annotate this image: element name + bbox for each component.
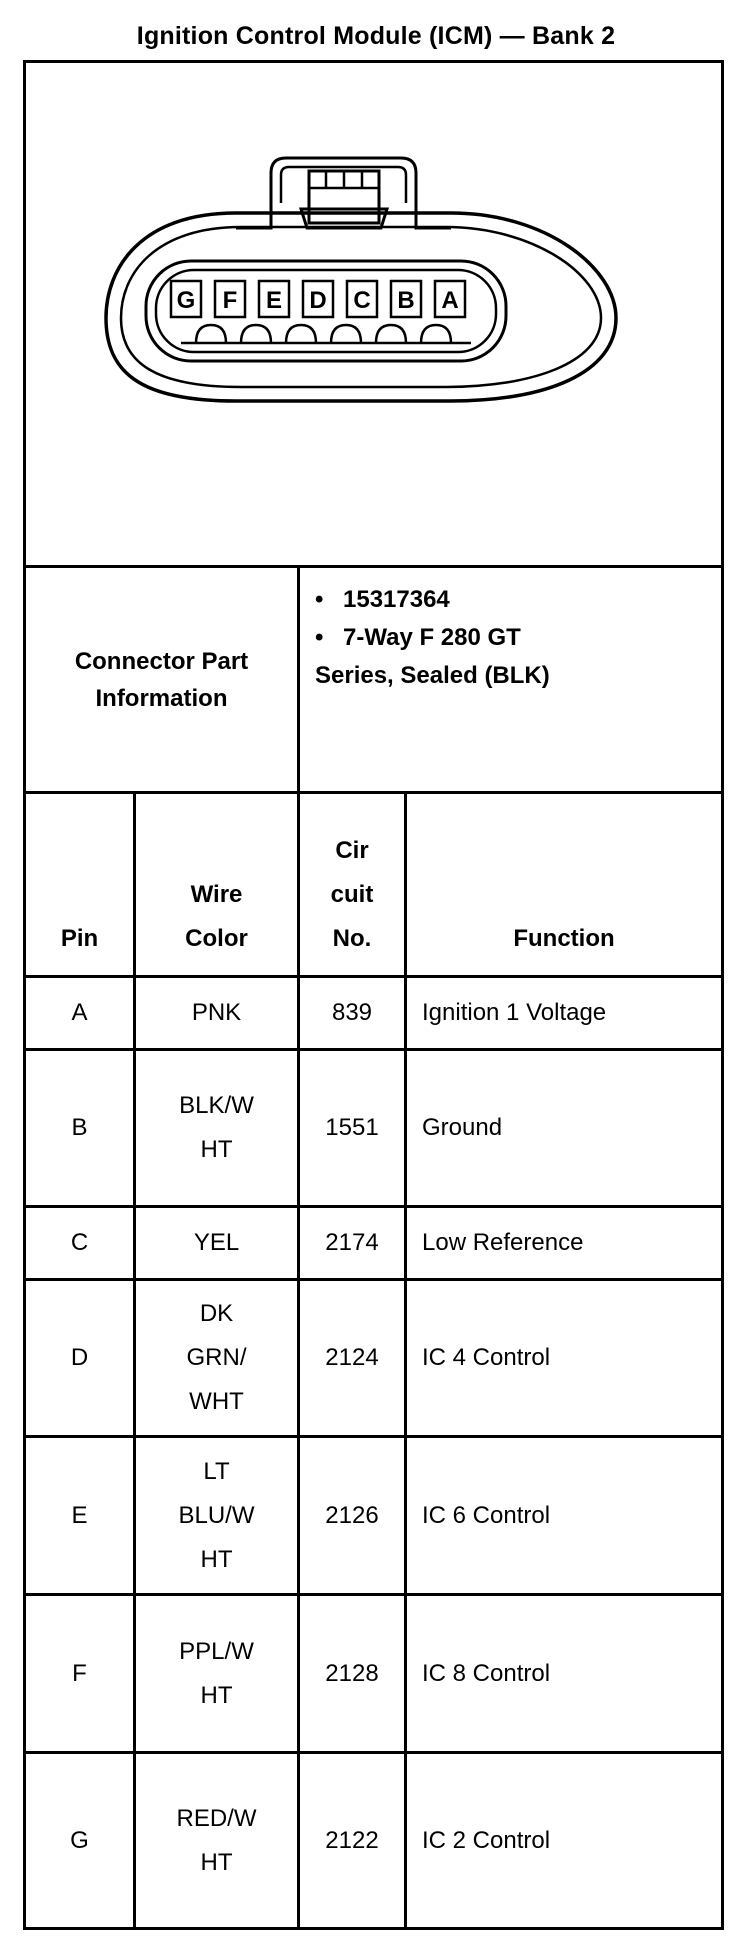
header-circuit-line1: Cir	[335, 837, 369, 864]
table-row-g-pin: G	[70, 1826, 89, 1854]
wire-color-text: HT	[200, 1681, 233, 1709]
connector-table	[23, 60, 724, 1930]
header-circuit-line2: cuit	[330, 881, 374, 908]
header-pin-text: Pin	[60, 925, 99, 952]
wire-color-text: LT	[203, 1457, 230, 1485]
part-info-label-line2: Information	[95, 684, 228, 712]
page-title: Ignition Control Module (ICM) — Bank 2	[136, 22, 616, 50]
table-row-d-function: IC 4 Control	[422, 1344, 551, 1371]
wire-color-text: RED/W	[176, 1804, 257, 1832]
table-row-c-circuit: 2174	[325, 1229, 379, 1256]
pin-label-f: F	[222, 287, 238, 314]
pin-label-g: G	[176, 287, 196, 314]
connector-type: 7-Way F 280 GT	[343, 624, 521, 651]
part-number: 15317364	[343, 586, 450, 613]
table-row-e-circuit: 2126	[325, 1501, 379, 1529]
table-row-a-function: Ignition 1 Voltage	[422, 999, 607, 1026]
header-circuit-line3: No.	[332, 925, 372, 952]
pin-label-b: B	[397, 287, 415, 314]
table-row-c-color	[136, 1208, 297, 1278]
connector-face-drawing	[26, 63, 721, 565]
header-function-text: Function	[513, 925, 615, 952]
table-row-b-color	[136, 1051, 297, 1205]
wire-color-text: HT	[200, 1136, 233, 1163]
table-row-b-function: Ground	[422, 1114, 503, 1141]
wire-color-text: BLU/W	[178, 1501, 255, 1529]
wire-color-text: GRN/	[186, 1344, 247, 1371]
table-row-b-pin: B	[71, 1114, 88, 1141]
wire-color-text: PPL/W	[179, 1637, 254, 1665]
table-row-c-function: Low Reference	[422, 1229, 584, 1256]
table-row-e-color	[136, 1438, 297, 1593]
table-row-f-color	[136, 1596, 297, 1751]
connector-part-info-label	[26, 568, 297, 791]
table-row-a-circuit: 839	[331, 999, 373, 1026]
table-row-g-color	[136, 1754, 297, 1927]
table-row-e-function: IC 6 Control	[422, 1501, 551, 1529]
table-row-a-pin: A	[71, 999, 88, 1026]
header-wire-color-line1: Wire	[190, 881, 243, 908]
pin-label-c: C	[353, 287, 371, 314]
pin-label-a: A	[441, 287, 459, 314]
wire-color-text: PNK	[191, 999, 242, 1026]
connector-type-cont: Series, Sealed (BLK)	[315, 662, 550, 689]
table-row-g-function: IC 2 Control	[422, 1826, 551, 1854]
connector-diagram	[26, 63, 721, 565]
table-row-d-color	[136, 1281, 297, 1435]
wire-color-text: YEL	[193, 1229, 240, 1256]
pin-label-e: E	[265, 287, 283, 314]
table-row-g-circuit: 2122	[325, 1826, 379, 1854]
table-row-e-pin: E	[71, 1501, 88, 1529]
table-row-c-pin: C	[70, 1229, 89, 1256]
pin-label-d: D	[309, 287, 327, 314]
table-row-b-circuit: 1551	[325, 1114, 379, 1141]
header-wire-color-line2: Color	[185, 925, 248, 952]
connector-part-info-values	[315, 581, 715, 695]
bullet: •	[315, 586, 324, 613]
header-circuit-no	[300, 794, 404, 975]
header-wire-color	[136, 794, 297, 975]
table-row-d-pin: D	[70, 1344, 89, 1371]
table-row-f-pin: F	[72, 1659, 87, 1687]
wire-color-text: HT	[200, 1848, 233, 1876]
wire-color-text: HT	[200, 1545, 233, 1573]
header-function	[407, 794, 721, 975]
bullet: •	[315, 624, 324, 651]
wire-color-text: DK	[199, 1300, 234, 1327]
part-info-label-line1: Connector Part	[74, 647, 249, 675]
table-row-d-circuit: 2124	[325, 1344, 379, 1371]
wire-color-text: BLK/W	[179, 1092, 254, 1119]
table-row-f-circuit: 2128	[325, 1659, 379, 1687]
table-row-f-function: IC 8 Control	[422, 1659, 551, 1687]
wire-color-text: WHT	[189, 1388, 244, 1415]
header-pin	[26, 794, 133, 975]
table-row-a-color	[136, 978, 297, 1048]
